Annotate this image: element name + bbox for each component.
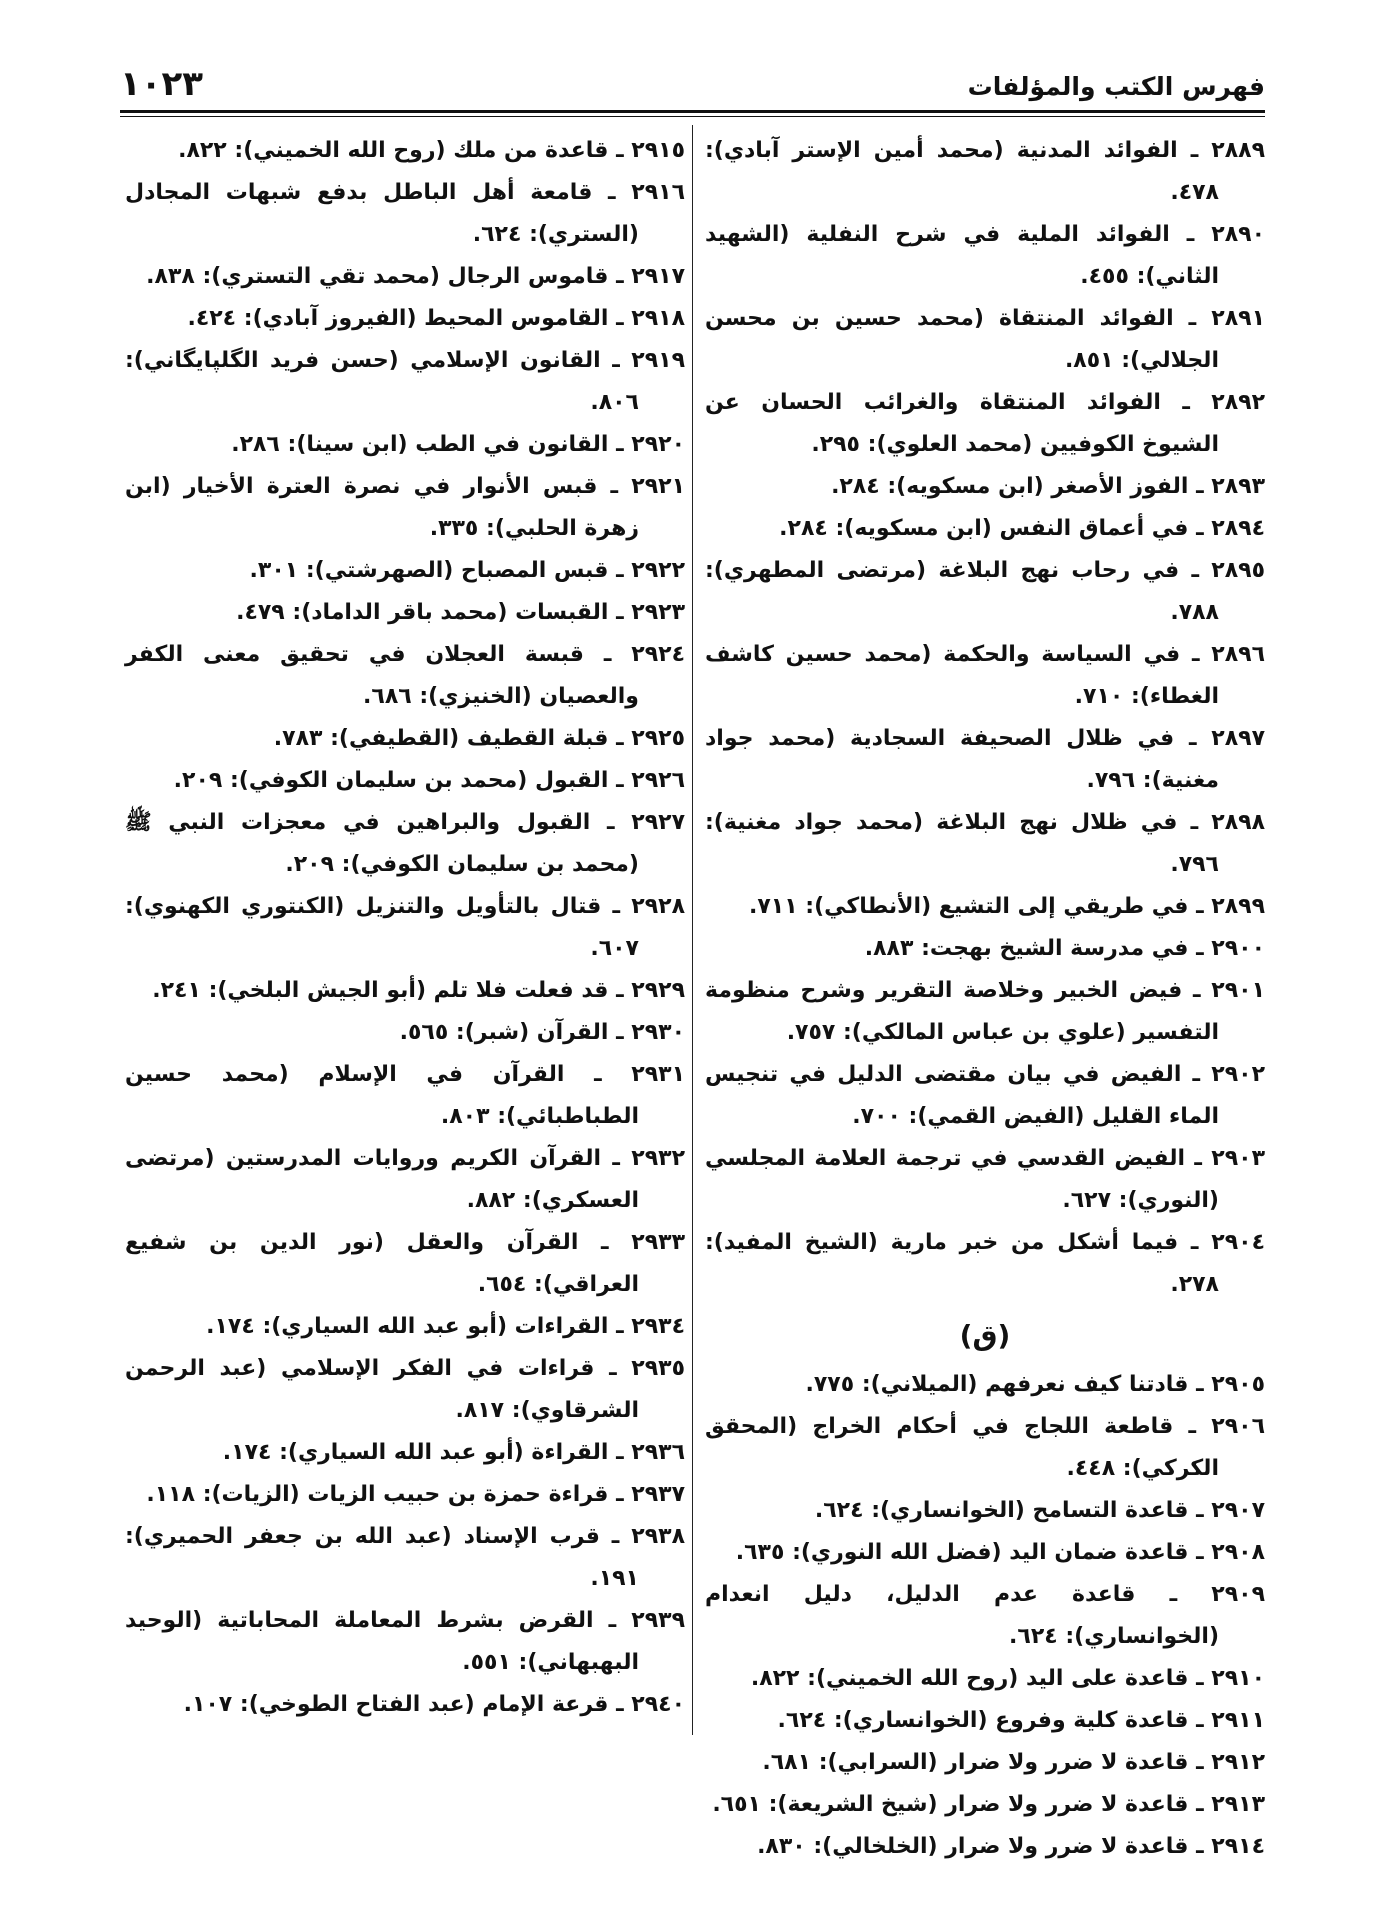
- section-heading-qaf: (ق): [959, 1319, 1011, 1352]
- index-entry: ٢٩٢٧ ـ القبول والبراهين في معجزات النبي ﷺ (محمد بن سليمان الكوفي): ٢٠٩.: [125, 810, 685, 877]
- index-entry: ٢٩٣٩ ـ القرض بشرط المعاملة المحاباتية (الوحيد البهبهاني): ٥٥١.: [125, 1608, 685, 1675]
- index-entry: ٢٩١١ ـ قاعدة كلية وفروع (الخوانساري): ٦٢٤.: [777, 1708, 1265, 1733]
- index-entry: ٢٨٩١ ـ الفوائد المنتقاة (محمد حسين بن محسن الجلالي): ٨٥١.: [705, 306, 1265, 373]
- index-entry: ٢٩١٦ ـ قامعة أهل الباطل بدفع شبهات المجادل (الستري): ٦٢٤.: [125, 180, 685, 247]
- index-entry: ٢٨٩٠ ـ الفوائد الملية في شرح النفلية (الشهيد الثاني): ٤٥٥.: [705, 222, 1265, 289]
- index-entry: ٢٩٢٤ ـ قبسة العجلان في تحقيق معنى الكفر والعصيان (الخنيزي): ٦٨٦.: [125, 642, 685, 709]
- left-column: [125, 130, 685, 1726]
- index-entry: ٢٨٩٧ ـ في ظلال الصحيفة السجادية (محمد جواد مغنية): ٧٩٦.: [705, 726, 1265, 793]
- index-entry: ٢٩٣١ ـ القرآن في الإسلام (محمد حسين الطباطبائي): ٨٠٣.: [125, 1062, 685, 1129]
- right-column-entries-bottom: [705, 1364, 1265, 1868]
- index-entry: ٢٩١٠ ـ قاعدة على اليد (روح الله الخميني): ٨٢٢.: [750, 1666, 1265, 1691]
- index-entry: ٢٩٤٠ ـ قرعة الإمام (عبد الفتاح الطوخي): ١٠٧.: [183, 1692, 685, 1717]
- index-entry: ٢٨٩٣ ـ الفوز الأصغر (ابن مسكويه): ٢٨٤.: [831, 474, 1265, 499]
- index-entry: ٢٩٠٢ ـ الفيض في بيان مقتضى الدليل في تنجيس الماء القليل (الفيض القمي): ٧٠٠.: [705, 1062, 1265, 1129]
- index-entry: ٢٨٩٥ ـ في رحاب نهج البلاغة (مرتضى المطهري): ٧٨٨.: [705, 558, 1265, 625]
- index-entry: ٢٩٢٢ ـ قبس المصباح (الصهرشتي): ٣٠١.: [249, 558, 685, 583]
- index-entry: ٢٩٢٥ ـ قبلة القطيف (القطيفي): ٧٨٣.: [273, 726, 685, 751]
- index-entry: ٢٩٠٧ ـ قاعدة التسامح (الخوانساري): ٦٢٤.: [814, 1498, 1265, 1523]
- index-entry: ٢٩٠٥ ـ قادتنا كيف نعرفهم (الميلاني): ٧٧٥.: [805, 1372, 1265, 1397]
- index-entry: ٢٨٨٩ ـ الفوائد المدنية (محمد أمين الإستر آبادي): ٤٧٨.: [705, 138, 1265, 205]
- index-entry: ٢٩٣٠ ـ القرآن (شبر): ٥٦٥.: [399, 1020, 685, 1045]
- index-entry: ٢٩٣٧ ـ قراءة حمزة بن حبيب الزيات (الزيات): ١١٨.: [146, 1482, 685, 1507]
- left-column-entries: [125, 130, 685, 1726]
- index-entry: ٢٩٠١ ـ فيض الخبير وخلاصة التقرير وشرح منظومة التفسير (علوي بن عباس المالكي): ٧٥٧.: [705, 978, 1265, 1045]
- index-entry: ٢٩٢٩ ـ قد فعلت فلا تلم (أبو الجيش البلخي): ٢٤١.: [152, 978, 685, 1003]
- index-entry: ٢٩٣٢ ـ القرآن الكريم وروايات المدرستين (مرتضى العسكري): ٨٨٢.: [125, 1146, 685, 1213]
- index-entry: ٢٩٣٥ ـ قراءات في الفكر الإسلامي (عبد الرحمن الشرقاوي): ٨١٧.: [125, 1356, 685, 1423]
- index-entry: ٢٩٣٦ ـ القراءة (أبو عبد الله السياري): ١٧٤.: [222, 1440, 685, 1465]
- index-entry: ٢٩٠٨ ـ قاعدة ضمان اليد (فضل الله النوري): ٦٣٥.: [735, 1540, 1265, 1565]
- right-column-entries-top: [705, 130, 1265, 1306]
- index-entry: ٢٩٣٣ ـ القرآن والعقل (نور الدين بن شفيع العراقي): ٦٥٤.: [125, 1230, 685, 1297]
- index-entry: ٢٩١٢ ـ قاعدة لا ضرر ولا ضرار (السرابي): ٦٨١.: [762, 1750, 1265, 1775]
- index-entry: ٢٩٢٨ ـ قتال بالتأويل والتنزيل (الكنتوري الكهنوي): ٦٠٧.: [125, 894, 685, 961]
- index-entry: ٢٨٩٤ ـ في أعماق النفس (ابن مسكويه): ٢٨٤.: [779, 516, 1265, 541]
- index-entry: ٢٩٠٩ ـ قاعدة عدم الدليل، دليل انعدام (الخوانساري): ٦٢٤.: [705, 1582, 1265, 1649]
- page-header: [120, 64, 1265, 108]
- index-entry: ٢٩١٨ ـ القاموس المحيط (الفيروز آبادي): ٤٢٤.: [187, 306, 685, 331]
- column-divider: [692, 125, 693, 1735]
- index-entry: ٢٩١٣ ـ قاعدة لا ضرر ولا ضرار (شيخ الشريعة): ٦٥١.: [712, 1792, 1265, 1817]
- index-entry: ٢٩١٧ ـ قاموس الرجال (محمد تقي التستري): ٨٣٨.: [146, 264, 685, 289]
- index-entry: ٢٩٠٦ ـ قاطعة اللجاج في أحكام الخراج (المحقق الكركي): ٤٤٨.: [705, 1414, 1265, 1481]
- right-column: [705, 130, 1265, 1868]
- header-rule-thick: [120, 110, 1265, 113]
- index-entry: ٢٩٠٤ ـ فيما أشكل من خبر مارية (الشيخ المفيد): ٢٧٨.: [705, 1230, 1265, 1297]
- index-entry: ٢٩٢١ ـ قبس الأنوار في نصرة العترة الأخيار (ابن زهرة الحلبي): ٣٣٥.: [125, 474, 685, 541]
- index-entry: ٢٨٩٩ ـ في طريقي إلى التشيع (الأنطاكي): ٧١١.: [748, 894, 1265, 919]
- index-entry: ٢٨٩٦ ـ في السياسة والحكمة (محمد حسين كاشف الغطاء): ٧١٠.: [705, 642, 1265, 709]
- index-entry: ٢٩٣٨ ـ قرب الإسناد (عبد الله بن جعفر الحميري): ١٩١.: [125, 1524, 685, 1591]
- running-title: فهرس الكتب والمؤلفات: [967, 72, 1265, 101]
- index-entry: ٢٩٠٠ ـ في مدرسة الشيخ بهجت: ٨٨٣.: [864, 936, 1265, 961]
- header-rule-thin: [120, 116, 1265, 117]
- index-entry: ٢٨٩٨ ـ في ظلال نهج البلاغة (محمد جواد مغنية): ٧٩٦.: [705, 810, 1265, 877]
- index-entry: ٢٩٢٠ ـ القانون في الطب (ابن سينا): ٢٨٦.: [231, 432, 685, 457]
- index-entry: ٢٩٠٣ ـ الفيض القدسي في ترجمة العلامة المجلسي (النوري): ٦٢٧.: [705, 1146, 1265, 1213]
- index-entry: ٢٩٢٣ ـ القبسات (محمد باقر الداماد): ٤٧٩.: [236, 600, 685, 625]
- index-entry: ٢٩١٤ ـ قاعدة لا ضرر ولا ضرار (الخلخالي): ٨٣٠.: [757, 1834, 1265, 1859]
- index-entry: ٢٩١٩ ـ القانون الإسلامي (حسن فريد الگلپايگاني): ٨٠٦.: [125, 348, 685, 415]
- index-entry: ٢٩١٥ ـ قاعدة من ملك (روح الله الخميني): ٨٢٢.: [178, 138, 685, 163]
- page-number: ١٠٢٣: [120, 64, 204, 104]
- index-entry: ٢٨٩٢ ـ الفوائد المنتقاة والغرائب الحسان عن الشيوخ الكوفيين (محمد العلوي): ٢٩٥.: [705, 390, 1265, 457]
- index-entry: ٢٩٣٤ ـ القراءات (أبو عبد الله السياري): ١٧٤.: [206, 1314, 685, 1339]
- index-entry: ٢٩٢٦ ـ القبول (محمد بن سليمان الكوفي): ٢٠٩.: [173, 768, 685, 793]
